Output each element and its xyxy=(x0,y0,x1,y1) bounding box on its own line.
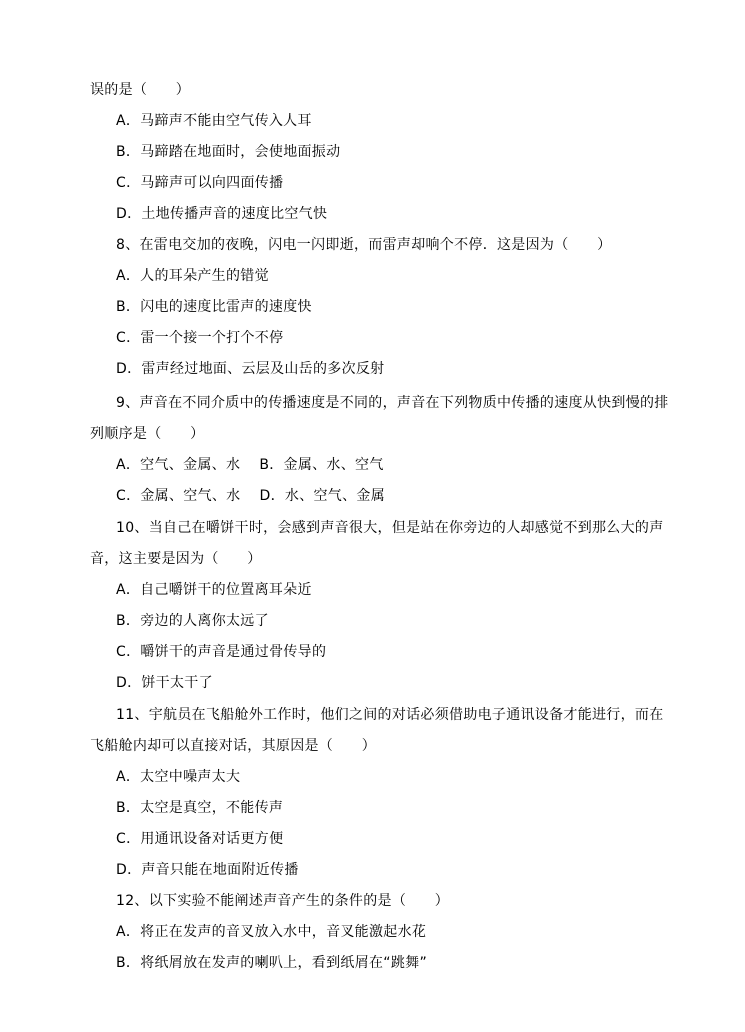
question-10-option-b: B．旁边的人离你太远了 xyxy=(116,613,269,629)
question-9-options-cd: C．金属、空气、水 D．水、空气、金属 xyxy=(116,488,386,504)
question-11-option-a: A．太空中噪声太大 xyxy=(116,769,241,785)
question-10-stem-continuation: 音，这主要是因为（ ） xyxy=(90,551,262,567)
question-8-option-d: D．雷声经过地面、云层及山岳的多次反射 xyxy=(116,361,385,377)
question-10-option-c: C．嚼饼干的声音是通过骨传导的 xyxy=(116,644,327,660)
question-10-option-a: A．自己嚼饼干的位置离耳朵近 xyxy=(116,582,312,598)
question-11-option-c: C．用通讯设备对话更方便 xyxy=(116,831,284,847)
question-12-option-b: B．将纸屑放在发声的喇叭上，看到纸屑在“跳舞” xyxy=(116,955,428,971)
question-7-option-d: D．土地传播声音的速度比空气快 xyxy=(116,206,328,222)
question-9-options-ab: A．空气、金属、水 B．金属、水、空气 xyxy=(116,457,384,473)
question-7-option-b: B．马蹄踏在地面时，会使地面振动 xyxy=(116,144,341,160)
question-10-option-d: D．饼干太干了 xyxy=(116,675,213,691)
question-7-option-a: A．马蹄声不能由空气传入人耳 xyxy=(116,113,312,129)
question-8-option-a: A．人的耳朵产生的错觉 xyxy=(116,268,269,284)
question-11-option-b: B．太空是真空，不能传声 xyxy=(116,800,284,816)
question-12-option-a: A．将正在发声的音叉放入水中，音叉能激起水花 xyxy=(116,924,427,940)
question-7-option-c: C．马蹄声可以向四面传播 xyxy=(116,175,284,191)
question-12-stem: 12、以下实验不能阐述声音产生的条件的是（ ） xyxy=(116,893,450,909)
question-8-stem: 8、在雷电交加的夜晚，闪电一闪即逝，而雷声却响个不停．这是因为（ ） xyxy=(116,237,612,253)
question-8-option-c: C．雷一个接一个打个不停 xyxy=(116,330,284,346)
question-10-stem: 10、当自己在嚼饼干时，会感到声音很大，但是站在你旁边的人却感觉不到那么大的声 xyxy=(116,520,664,536)
question-11-option-d: D．声音只能在地面附近传播 xyxy=(116,862,299,878)
question-11-stem-continuation: 飞船舱内却可以直接对话，其原因是（ ） xyxy=(90,738,376,754)
question-8-option-b: B．闪电的速度比雷声的速度快 xyxy=(116,299,312,315)
question-7-stem-continuation: 误的是（ ） xyxy=(90,82,191,98)
question-9-stem: 9、声音在不同介质中的传播速度是不同的，声音在下列物质中传播的速度从快到慢的排 xyxy=(116,395,669,411)
question-9-stem-continuation: 列顺序是（ ） xyxy=(90,426,205,442)
question-11-stem: 11、宇航员在飞船舱外工作时，他们之间的对话必须借助电子通讯设备才能进行，而在 xyxy=(116,707,664,723)
